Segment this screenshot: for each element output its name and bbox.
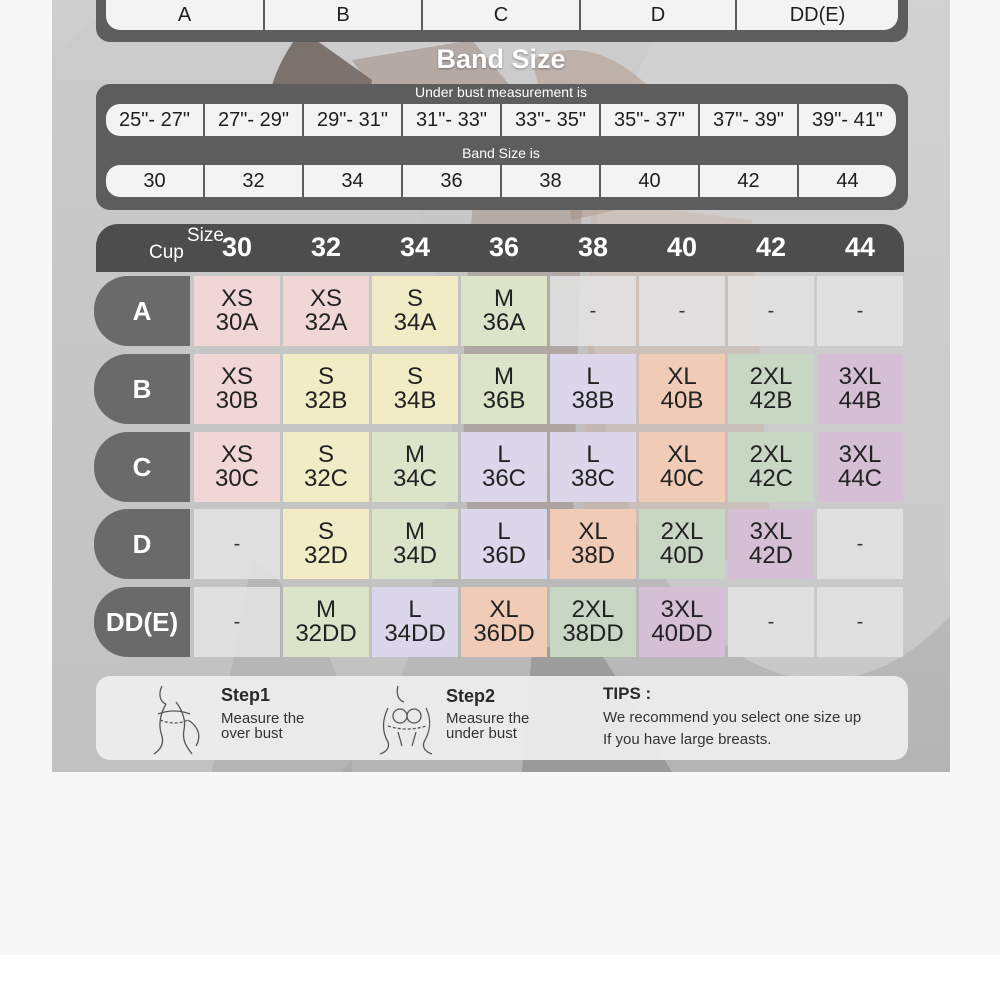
size-label: XL: [667, 363, 697, 390]
size-label: S: [317, 518, 334, 545]
band-size-caption: Band Size is: [462, 145, 540, 161]
under-bust-range-0: 25"- 27": [106, 104, 203, 136]
cup-row-label: C: [94, 432, 190, 502]
size-code: 36A: [482, 309, 526, 336]
size-code: 32A: [304, 309, 348, 336]
size-chart-image: [52, 0, 950, 772]
size-code: 34DD: [384, 620, 446, 647]
size-cell: [639, 276, 725, 346]
band-size-0: 30: [106, 165, 203, 197]
size-cell: [461, 432, 547, 502]
size-label: -: [856, 533, 864, 555]
size-label: 2XL: [571, 596, 615, 623]
size-code: 40C: [659, 465, 705, 492]
size-cell: [550, 509, 636, 579]
size-cell: [461, 509, 547, 579]
size-cell: [550, 276, 636, 346]
under-bust-range-6: 37"- 39": [700, 104, 797, 136]
size-code: 38DD: [562, 620, 624, 647]
size-label: L: [586, 441, 600, 468]
size-label: -: [678, 300, 686, 322]
cup-letter-b: B: [265, 0, 421, 30]
size-label: 3XL: [838, 363, 882, 390]
size-label: -: [233, 611, 241, 633]
size-cell: [283, 509, 369, 579]
header-size-label: Size: [187, 225, 224, 246]
size-label: M: [494, 363, 514, 390]
size-code: 32C: [303, 465, 349, 492]
size-cell: [728, 276, 814, 346]
cup-letter-dde: DD(E): [737, 0, 898, 30]
size-cell: [372, 432, 458, 502]
size-code: 30C: [214, 465, 260, 492]
size-code: 38C: [570, 465, 616, 492]
under-bust-ranges-row: [106, 104, 898, 136]
size-cell: [194, 354, 280, 424]
size-cell: [372, 509, 458, 579]
band-header-7: 44: [844, 232, 876, 262]
size-label: -: [856, 300, 864, 322]
size-label: -: [767, 611, 775, 633]
size-code: 32B: [304, 387, 348, 414]
header-cup-label: Cup: [149, 242, 184, 263]
size-label: XS: [309, 285, 342, 312]
band-size-4: 38: [502, 165, 599, 197]
size-label: 3XL: [838, 441, 882, 468]
size-label: M: [405, 518, 425, 545]
cup-row-label: A: [94, 276, 190, 346]
cup-letter-a: A: [106, 0, 263, 30]
under-bust-range-5: 35"- 37": [601, 104, 698, 136]
size-label: 2XL: [749, 363, 793, 390]
size-cell: [550, 354, 636, 424]
size-cell: [817, 354, 903, 424]
size-cell: [461, 587, 547, 657]
size-code: 38D: [570, 542, 616, 569]
size-code: 30B: [215, 387, 259, 414]
size-cell: [639, 354, 725, 424]
size-label: -: [767, 300, 775, 322]
size-code: 32DD: [295, 620, 357, 647]
band-header-4: 38: [577, 232, 609, 262]
size-label: L: [497, 441, 511, 468]
tips-line-2: If you have large breasts.: [603, 731, 772, 748]
measurement-instructions: [96, 676, 908, 760]
band-size-title: Band Size: [436, 44, 566, 74]
over-bust-figure-icon: [140, 680, 220, 756]
size-code: 34D: [392, 542, 438, 569]
size-label: 3XL: [749, 518, 793, 545]
size-label: XL: [667, 441, 697, 468]
size-code: 34C: [392, 465, 438, 492]
size-label: 3XL: [660, 596, 704, 623]
size-label: -: [233, 533, 241, 555]
band-sizes-row: [106, 165, 898, 197]
size-code: 34B: [393, 387, 437, 414]
size-label: -: [856, 611, 864, 633]
size-code: 44B: [838, 387, 882, 414]
size-cell: [550, 587, 636, 657]
size-cell: [817, 432, 903, 502]
size-cell: [372, 354, 458, 424]
band-size-5: 40: [601, 165, 698, 197]
step1-title: Step1: [221, 685, 271, 705]
size-code: 30A: [215, 309, 259, 336]
size-cell: [817, 509, 903, 579]
size-cell: [728, 509, 814, 579]
under-bust-range-4: 33"- 35": [502, 104, 599, 136]
size-label: S: [317, 363, 334, 390]
size-label: M: [494, 285, 514, 312]
size-code: 32D: [303, 542, 349, 569]
size-code: 38B: [571, 387, 615, 414]
size-cell: [372, 587, 458, 657]
size-code: 36D: [481, 542, 527, 569]
size-cell: [461, 276, 547, 346]
size-cell: [550, 432, 636, 502]
size-code: 42C: [748, 465, 794, 492]
size-cell: [728, 587, 814, 657]
size-label: XS: [220, 285, 253, 312]
band-size-1: 32: [205, 165, 302, 197]
size-code: 40D: [659, 542, 705, 569]
band-size-7: 44: [799, 165, 896, 197]
under-bust-range-1: 27"- 29": [205, 104, 302, 136]
band-size-2: 34: [304, 165, 401, 197]
tips-title: TIPS :: [603, 684, 652, 703]
cup-row-label: B: [94, 354, 190, 424]
step1-text: Measure the over bust: [221, 710, 305, 742]
size-label: -: [589, 300, 597, 322]
size-cell: [283, 354, 369, 424]
size-code: 36C: [481, 465, 527, 492]
size-code: 40DD: [651, 620, 713, 647]
size-code: 34A: [393, 309, 437, 336]
size-label: M: [405, 441, 425, 468]
size-label: L: [497, 518, 511, 545]
size-label: 2XL: [660, 518, 704, 545]
cup-row-label: DD(E): [94, 587, 190, 657]
cup-row-label: D: [94, 509, 190, 579]
band-header-3: 36: [488, 232, 520, 262]
size-label: XL: [489, 596, 519, 623]
size-label: S: [317, 441, 334, 468]
size-cell: [194, 432, 280, 502]
size-code: 40B: [660, 387, 704, 414]
under-bust-figure-icon: [368, 680, 448, 756]
under-bust-range-3: 31"- 33": [403, 104, 500, 136]
tips-line-1: We recommend you select one size up: [603, 709, 862, 726]
size-label: XS: [220, 363, 253, 390]
size-code: 44C: [837, 465, 883, 492]
size-cell: [194, 276, 280, 346]
band-header-6: 42: [755, 232, 787, 262]
cup-letter-c: C: [423, 0, 579, 30]
size-cell: [283, 276, 369, 346]
size-cell: [372, 276, 458, 346]
size-cell: [194, 587, 280, 657]
band-header-1: 32: [310, 232, 342, 262]
under-bust-caption: Under bust measurement is: [415, 84, 587, 100]
step2-title: Step2: [446, 686, 496, 706]
band-size-6: 42: [700, 165, 797, 197]
size-cell: [639, 432, 725, 502]
band-size-3: 36: [403, 165, 500, 197]
size-cell: [461, 354, 547, 424]
cup-letters-row: [106, 0, 898, 30]
size-cell: [817, 276, 903, 346]
size-cell: [639, 587, 725, 657]
band-header-5: 40: [666, 232, 698, 262]
size-cell: [283, 587, 369, 657]
step2-text: Measure the under bust: [446, 710, 530, 742]
size-code: 36DD: [473, 620, 535, 647]
size-label: L: [408, 596, 422, 623]
size-label: L: [586, 363, 600, 390]
size-code: 42B: [749, 387, 793, 414]
cup-letter-d: D: [581, 0, 735, 30]
under-bust-range-7: 39"- 41": [799, 104, 896, 136]
band-header-0: 30: [221, 232, 253, 262]
size-cell: [728, 432, 814, 502]
size-label: S: [406, 363, 423, 390]
size-cell: [728, 354, 814, 424]
size-code: 42D: [748, 542, 794, 569]
size-cell: [817, 587, 903, 657]
size-label: M: [316, 596, 336, 623]
under-bust-range-2: 29"- 31": [304, 104, 401, 136]
size-code: 36B: [482, 387, 526, 414]
size-label: XS: [220, 441, 253, 468]
size-cell: [639, 509, 725, 579]
size-label: S: [406, 285, 423, 312]
band-header-2: 34: [399, 232, 431, 262]
size-cell: [283, 432, 369, 502]
size-label: XL: [578, 518, 608, 545]
size-cell: [194, 509, 280, 579]
size-label: 2XL: [749, 441, 793, 468]
